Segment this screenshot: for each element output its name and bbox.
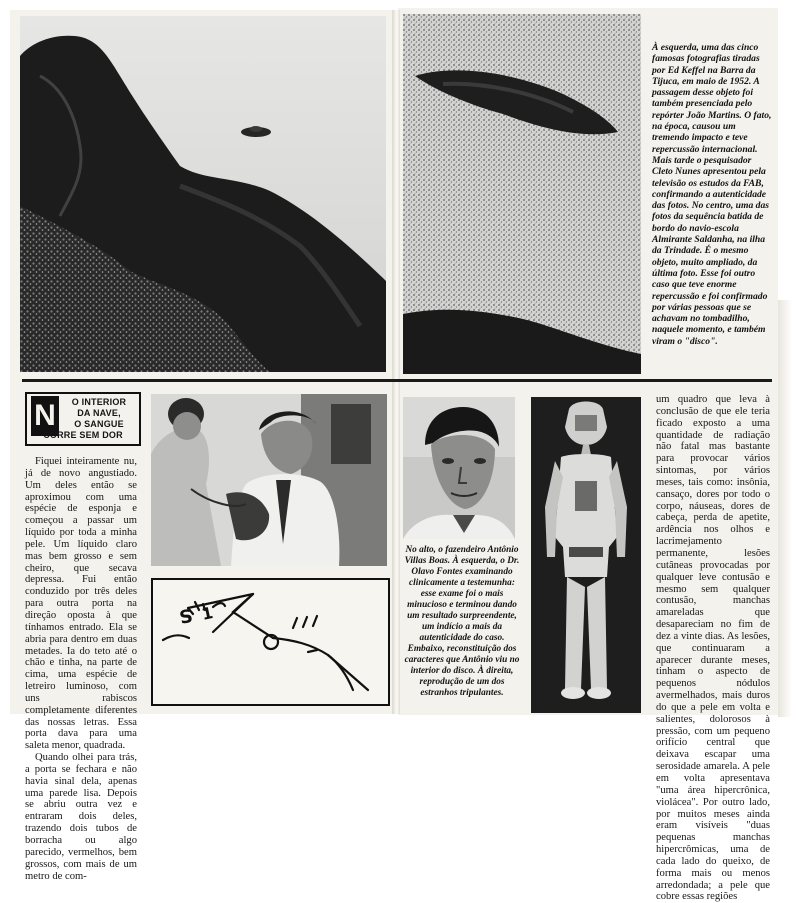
crew-member-reconstruction: [531, 397, 641, 713]
headline-line-4: CORRE SEM DOR: [43, 430, 123, 440]
villas-boas-portrait: [403, 397, 515, 539]
page-gutter: [392, 10, 400, 714]
headline-line-3: O SANGUE: [74, 419, 124, 429]
headline-initial: N: [31, 396, 59, 436]
article-column-left: [25, 456, 137, 882]
headline-box: [25, 392, 141, 446]
section-divider: [22, 379, 772, 382]
page-edge: [778, 300, 792, 717]
paragraph-1: Fiquei inteiramente nu, já de novo angustiado. Um deles então se aproximou com uma espécie de esponja e começou a passar um líquido por toda a minha pele. Um líquido claro mas bem grosso e sem cheiro, que secava depressa. Fui então conduzido por três deles para outra porta na direção oposta à que tínhamos entrado. Ela se abria para dentro em duas metades. Ia do teto até o chão e tinha, na parte de cima, uma espécie de letreiro luminoso, com uns rabiscos completamente diferentes das nossas letras. Essa porta dava para uma saleta menor, quadrada.: [25, 456, 137, 752]
headline: [43, 397, 137, 441]
medical-exam-photo: [151, 394, 387, 566]
paragraph-2: Quando olhei para trás, a porta se fechara e não havia sinal dela, apenas uma parede lisa. Depois se abriu outra vez e entraram dois deles, trazendo dois tubos de borracha ou algo parecido, vermelhos, bem grossos, com mais de um metro de com-: [25, 752, 137, 882]
svg-text:1: 1: [199, 603, 215, 624]
headline-line-1: O INTERIOR: [71, 397, 127, 407]
caption-top-right: À esquerda, uma das cinco famosas fotografias tiradas por Ed Keffel na Barra da Tijuca, em maio de 1952. A passagem desse objeto foi também presenciada pelo repórter João Martins. O fato, na época, causou um tremendo impacto e teve repercussão internacional. Mais tarde o pesquisador Cleto Nunes apresentou pela televisão os estudos da FAB, confirmando a autenticidade das fotos. No centro, uma das fotos da sequência batida de bordo do navio-escola Almirante Saldanha, na ilha da Trindade. É o mesmo objeto, muito ampliado, da última foto. Esse foi outro caso que teve enorme repercussão e foi confirmado por várias pessoas que se achavam no tombadilho, naquele momento, e também viram o "disco".: [652, 42, 772, 347]
alien-symbols-sketch: [151, 578, 390, 706]
svg-text:S: S: [177, 605, 195, 629]
paragraph-right: um quadro que leva à conclusão de que ele teria ficado exposto a uma quantidade de radiação não fatal mas bastante para provocar vários sintomas, por vários meses, tais como: insônia, cansaço, dores por todo o corpo, náuseas, dores de cabeça, perda de apetite, ardência nos olhos e lacrimejamento permanente, lesões cutâneas provocadas por qualquer leve contusão e mesmo sem qualquer contusão, manchas amareladas que desapareciam no fim de dez a vinte dias. As lesões, que continuaram a aparecer durante meses, tinham o aspecto de pequenos nódulos avermelhados, mais duros do que a pele em volta e salientes, dolorosos à pressão, com um pequeno orifício central que deixava escapar uma serosidade amarela. A pele em volta apresentava "uma área hipercrônica, violácea". Por outro lado, por muitos meses ainda eram visíveis "duas pequenas manchas hipercrômicas, uma de cada lado do queixo, de forma mais ou menos arredondada; a pele que cobre essas regiões: [656, 394, 770, 903]
caption-photos: No alto, o fazendeiro Antônio Villas Boas. À esquerda, o Dr. Olavo Fontes examinando clinicamente a testemunha: esse exame foi o mais minucioso e terminou dando um resultado surpreendente, um indício a mais da autenticidade do caso. Embaixo, reconstituição dos caracteres que Antônio viu no interior do disco. À direita, reprodução de um dos estranhos tripulantes.: [404, 545, 520, 698]
headline-line-2: DA NAVE,: [77, 408, 121, 418]
trindade-disc-photo: [403, 14, 641, 374]
ufo-mountain-photo: [20, 16, 386, 372]
article-column-right: [656, 394, 770, 903]
